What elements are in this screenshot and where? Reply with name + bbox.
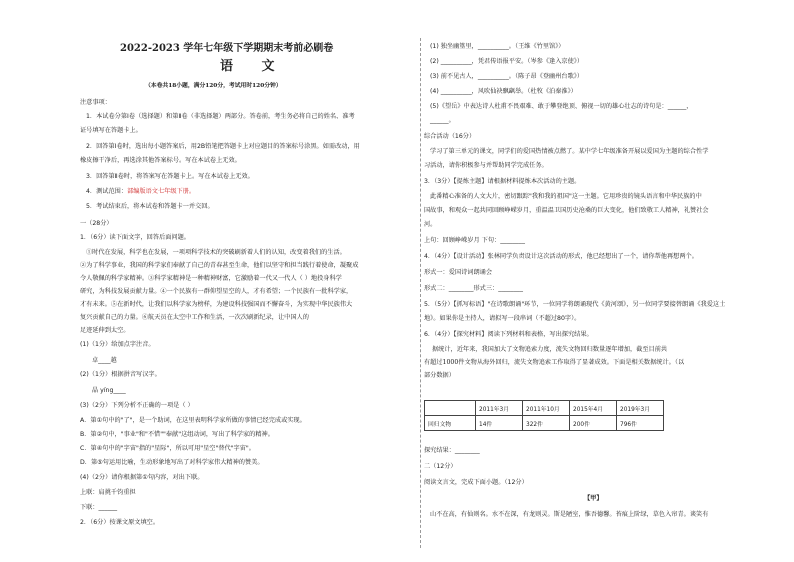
q1-1-blank: 卓____越 bbox=[92, 357, 117, 364]
table-row bbox=[425, 416, 664, 431]
q1-3: (3)（2分）下列分析不正确的一项是（ ） bbox=[80, 402, 194, 409]
exam-title: 2022-2023 学年七年级下学期期末考前必刷卷 bbox=[120, 43, 334, 54]
q3-answer: 上句：回顾峥嵘岁月 下句：________ bbox=[424, 237, 525, 244]
table-cell: 14件 bbox=[476, 416, 523, 431]
center-divider bbox=[420, 38, 421, 548]
q1-passage-2: ②为了科学事业，我国的科学家们奉献了自己的青春甚至生命，他们以坚守和担当践行着使命，凝聚成 bbox=[80, 262, 359, 269]
table-cell: 200件 bbox=[570, 416, 617, 431]
relics-table bbox=[424, 400, 664, 431]
table-cell bbox=[425, 401, 476, 416]
notice-1-cont: 证号填写在答题卡上。 bbox=[80, 127, 142, 134]
notice-1: 1．本试卷分第Ⅰ卷（选择题）和第Ⅱ卷（非选择题）两部分。答卷前，考生务必将自己的姓名、准考 bbox=[86, 113, 355, 120]
q6-result: 探究结果：________ bbox=[424, 447, 480, 454]
passage-jia-line-1: 山不在高，有仙则名。水不在深，有龙则灵。斯是陋室，惟吾德馨。苔痕上阶绿，草色入帘青。谈笑有 bbox=[430, 511, 709, 518]
q2-3: (3) 前不见古人，__________。（陈子昂《登幽州台歌》） bbox=[430, 73, 584, 80]
q5-stem-cont: 地》。如果你是主持人，请拟写一段串词（不超过80字）。 bbox=[424, 315, 581, 322]
q6-stem: 6．（4分）【探究材料】阅读下列材料和表格，写出探究结果。 bbox=[424, 331, 593, 338]
table-cell: 2011年3月 bbox=[476, 401, 523, 416]
notice-2-cont: 橡皮擦干净后，再选涂其他答案标号。写在本试卷上无效。 bbox=[80, 157, 241, 164]
table-cell: 2015年4月 bbox=[570, 401, 617, 416]
table-cell: 回归文物 bbox=[425, 416, 476, 431]
q1-passage-1: ①时代在发展，科学也在发展，一项项科学技术的突破刷新着人们的认知，改变着我们的生活。 bbox=[86, 249, 346, 256]
notice-4 bbox=[86, 187, 195, 196]
q5-stem: 5．（5分）【抓写标语】"在诗歌朗诵"环节，一位同学将朗诵现代《黄河颂》，另一位同学要接替朗诵《我爱这土 bbox=[424, 301, 726, 308]
notice-2: 2．回答第Ⅰ卷时，选出每小题答案后，用2B铅笔把答题卡上对应题目的答案标号涂黑。如需改动，用 bbox=[86, 143, 360, 150]
q1-2: (2)（1分）根据拼音写汉字。 bbox=[80, 371, 161, 378]
q1-3-option-b: B．第②句中，"事业"和"不惜""奉献"这组动词，写出了科学家的精神。 bbox=[80, 431, 274, 438]
test-scope: 部编版语文七年级下册。 bbox=[127, 188, 196, 195]
section-one: 一（28分） bbox=[80, 220, 113, 227]
activity-heading: 综合活动（16分） bbox=[424, 133, 476, 140]
q1-3-option-a: A．第①句中的"了"，是一个助词，在这里表明科学家所做的事情已经完成或实现。 bbox=[80, 417, 306, 424]
q2-stem: 2．（6分）按课文原文填空。 bbox=[80, 519, 160, 526]
notice-heading: 注意事项： bbox=[80, 99, 111, 106]
notice-3: 3．回答第Ⅱ卷时，将答案写在答题卡上。写在本试卷上无效。 bbox=[86, 173, 254, 180]
table-cell: 796件 bbox=[617, 416, 664, 431]
q1-3-option-c: C．第④句中的"字宙"指的"星际"，所以可用"星空"替代"字宙"。 bbox=[80, 445, 255, 452]
q2-2: (2) __________，凭君传语报平安。（岑参《逢入京使》） bbox=[430, 58, 584, 65]
q2-5: (5)《望岳》中表达诗人杜甫不畏艰难、敢于攀登绝顶、俯视一切的雄心壮志的诗句是：______， bbox=[430, 103, 693, 110]
section-two: 二（12分） bbox=[424, 463, 457, 470]
q3-material-2: 国故事，和观众一起共同回顾峥嵘岁月，重温温卫国历史沧桑的巨大变化，他们致敬工人精神，礼赞社会 bbox=[424, 207, 709, 214]
q1-4-lower: 下联：______ bbox=[80, 504, 118, 511]
q3-material-1: 此番精心准备的人文大片，密切跟踪"我和我的祖国"这一主题。它用珍贵的镜头语言和中华民族的中 bbox=[430, 193, 702, 200]
table-header-row bbox=[425, 401, 664, 416]
q1-1: (1)（1分）给加点字注音。 bbox=[80, 341, 155, 348]
q1-passage-5: 才有未来。⑤在新时代，让我们以科学家为榜样，为建设科技强国而不懈奋斗，为实现中华民族伟大 bbox=[80, 301, 353, 308]
table-cell: 322件 bbox=[523, 416, 570, 431]
q1-4-upper: 上联：肩挑千钧重担 bbox=[80, 489, 136, 496]
table-cell: 2019年3月 bbox=[617, 401, 664, 416]
q6-material-3: 部分数据） bbox=[424, 372, 455, 379]
q1-passage-4: 研究，为科技发展贡献力量。④一个民族有一群仰望星空的人，才有希望；一个民族有一批科学家， bbox=[80, 288, 353, 295]
q1-4: (4)（2分）请你根据第①句内容，对出下联。 bbox=[80, 474, 204, 481]
q4-form-2-3: 形式二：________形式三：________ bbox=[424, 285, 523, 292]
q6-material-1: 据统计，近年来，我国加大了文物追索力度，流失文物回归数量逐年增加，截至目前共 bbox=[432, 346, 668, 353]
q1-3-option-d: D．第⑤句运用比喻，生动形象地写出了对科学家伟大精神的赞美。 bbox=[80, 459, 264, 466]
exam-note: （本卷共18小题，满分120分，考试用时120分钟） bbox=[145, 83, 282, 89]
notice-5: 5．考试结束后，将本试卷和答题卡一并交回。 bbox=[86, 203, 214, 210]
q1-stem: 1．（6分）读下面文字，回答后面问题。 bbox=[80, 234, 190, 241]
q2-5-cont: ______。 bbox=[430, 117, 455, 124]
q3-material-3: 河。 bbox=[424, 221, 437, 228]
q2-1: (1) 独坐幽篁里，__________。（王维《竹里馆》） bbox=[430, 43, 565, 50]
subject-title: 语 文 bbox=[220, 59, 287, 74]
q1-passage-7: 足迹延伸到太空。 bbox=[80, 327, 130, 334]
activity-intro-1: 学习了第三单元的课文，同学们的爱国热情被点燃了。某中学七年级准备开展以爱国为主题的综合性学 bbox=[430, 148, 709, 155]
q1-passage-6: 复兴贡献自己的力量。⑥航天员在太空中工作和生活，一次次刷新纪录，让中国人的 bbox=[80, 314, 309, 321]
notice-4-label: 4．测试范围： bbox=[86, 188, 128, 195]
q3-stem: 3．（3分）【提炼主题】请根据材料提炼本次活动的主题。 bbox=[424, 178, 581, 185]
classical-reading-stem: 阅读文言文，完成下面小题。（12分） bbox=[424, 479, 528, 486]
q4-form-1: 形式一：爱国诗词朗诵会 bbox=[424, 269, 493, 276]
q6-material-2: 有超过1000件文物从海外回归，流失文物追索工作取得了显著成效。下面是相关数据统计。（以 bbox=[424, 359, 685, 366]
q4-stem: 4．（4分）【设计活动】张林同学负责设计这次活动的形式，他已经想出了一个，请你帮他再想两个。 bbox=[424, 253, 698, 260]
passage-label-jia: 【甲】 bbox=[584, 495, 603, 502]
activity-intro-2: 习活动，请你积极参与并帮助同学完成任务。 bbox=[424, 162, 548, 169]
q2-4: (4) __________，风吹仙袂飘飖举。（杜牧《泊秦淮》） bbox=[430, 88, 577, 95]
q1-passage-3: 令人敬佩的科学家精神。③科学家精神是一种精神财富，它激励着一代又一代人（ ）地投身科学 bbox=[80, 275, 342, 282]
table-cell: 2011年10月 bbox=[523, 401, 570, 416]
q1-2-blank: 晶 yíng____ bbox=[92, 387, 126, 394]
